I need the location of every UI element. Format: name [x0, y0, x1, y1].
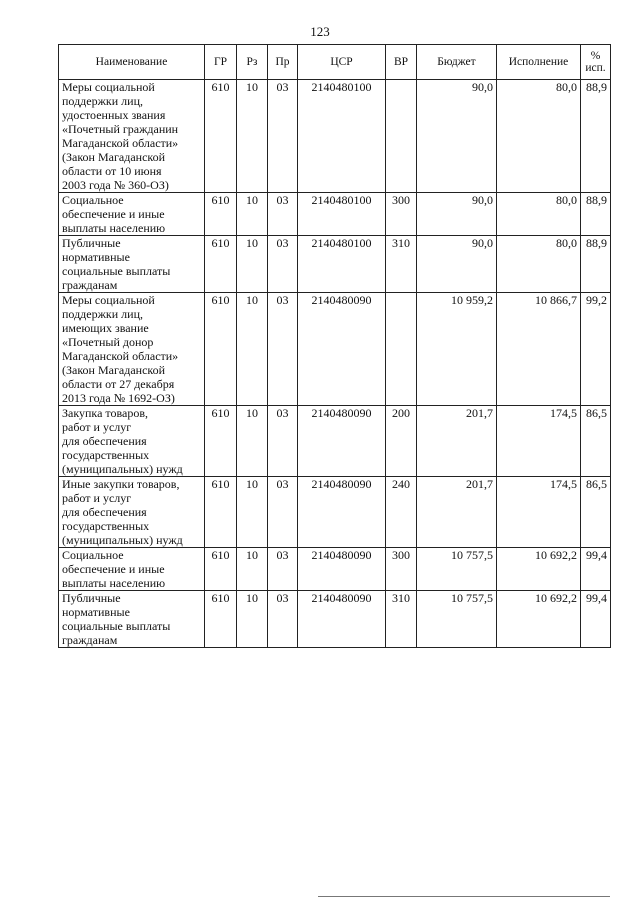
table-row	[59, 236, 611, 293]
row-percent: 88,9	[581, 80, 611, 193]
row-execution: 80,0	[497, 80, 581, 193]
row-execution: 10 692,2	[497, 591, 581, 648]
header-name: Наименование	[59, 45, 205, 80]
footer-divider	[318, 896, 610, 897]
row-gr: 610	[205, 477, 237, 548]
row-vr	[386, 293, 417, 406]
row-percent: 99,2	[581, 293, 611, 406]
row-name: Меры социальной поддержки лиц, удостоенных звания «Почетный гражданин Магаданской области» (Закон Магаданской области от 10 июня 2003 года № 360-ОЗ)	[59, 80, 205, 193]
row-gr: 610	[205, 548, 237, 591]
row-name: Публичные нормативные социальные выплаты гражданам	[59, 236, 205, 293]
row-rz: 10	[237, 548, 268, 591]
table-row	[59, 80, 611, 193]
row-pr: 03	[268, 193, 298, 236]
row-gr: 610	[205, 236, 237, 293]
header-vr: ВР	[386, 45, 417, 80]
row-rz: 10	[237, 591, 268, 648]
header-execution: Исполнение	[497, 45, 581, 80]
row-name: Иные закупки товаров, работ и услуг для обеспечения государственных (муниципальных) нужд	[59, 477, 205, 548]
table-row	[59, 193, 611, 236]
row-execution: 174,5	[497, 477, 581, 548]
row-gr: 610	[205, 193, 237, 236]
row-csr: 2140480100	[298, 80, 386, 193]
row-execution: 10 866,7	[497, 293, 581, 406]
row-gr: 610	[205, 406, 237, 477]
row-vr	[386, 80, 417, 193]
row-gr: 610	[205, 293, 237, 406]
row-rz: 10	[237, 80, 268, 193]
row-pr: 03	[268, 548, 298, 591]
row-gr: 610	[205, 80, 237, 193]
table-row	[59, 477, 611, 548]
row-name: Меры социальной поддержки лиц, имеющих звание «Почетный донор Магаданской области» (Закон Магаданской области от 27 декабря 2013 года № 1692-ОЗ)	[59, 293, 205, 406]
row-name: Закупка товаров, работ и услуг для обеспечения государственных (муниципальных) нужд	[59, 406, 205, 477]
row-rz: 10	[237, 293, 268, 406]
row-budget: 10 959,2	[417, 293, 497, 406]
row-percent: 99,4	[581, 591, 611, 648]
row-csr: 2140480090	[298, 477, 386, 548]
row-vr: 200	[386, 406, 417, 477]
row-execution: 80,0	[497, 236, 581, 293]
row-budget: 10 757,5	[417, 591, 497, 648]
row-csr: 2140480090	[298, 591, 386, 648]
row-vr: 240	[386, 477, 417, 548]
row-budget: 201,7	[417, 477, 497, 548]
row-percent: 99,4	[581, 548, 611, 591]
row-csr: 2140480090	[298, 548, 386, 591]
row-vr: 310	[386, 591, 417, 648]
header-budget: Бюджет	[417, 45, 497, 80]
header-csr: ЦСР	[298, 45, 386, 80]
table-row	[59, 293, 611, 406]
table-row	[59, 548, 611, 591]
row-pr: 03	[268, 293, 298, 406]
row-budget: 90,0	[417, 236, 497, 293]
row-percent: 86,5	[581, 406, 611, 477]
row-rz: 10	[237, 477, 268, 548]
table-row	[59, 406, 611, 477]
row-pr: 03	[268, 406, 298, 477]
row-vr: 300	[386, 548, 417, 591]
row-budget: 201,7	[417, 406, 497, 477]
row-percent: 88,9	[581, 193, 611, 236]
page-number: 123	[310, 24, 330, 39]
budget-table	[58, 44, 611, 648]
row-csr: 2140480090	[298, 293, 386, 406]
row-percent: 88,9	[581, 236, 611, 293]
row-pr: 03	[268, 236, 298, 293]
row-rz: 10	[237, 236, 268, 293]
header-row	[59, 45, 611, 80]
row-csr: 2140480100	[298, 236, 386, 293]
row-vr: 300	[386, 193, 417, 236]
row-rz: 10	[237, 406, 268, 477]
row-budget: 10 757,5	[417, 548, 497, 591]
header-pr: Пр	[268, 45, 298, 80]
row-vr: 310	[386, 236, 417, 293]
row-execution: 10 692,2	[497, 548, 581, 591]
row-name: Социальное обеспечение и иные выплаты населению	[59, 193, 205, 236]
header-percent: % исп.	[581, 45, 611, 80]
row-budget: 90,0	[417, 80, 497, 193]
row-gr: 610	[205, 591, 237, 648]
row-budget: 90,0	[417, 193, 497, 236]
header-rz: Рз	[237, 45, 268, 80]
row-execution: 80,0	[497, 193, 581, 236]
header-gr: ГР	[205, 45, 237, 80]
row-csr: 2140480100	[298, 193, 386, 236]
table-row	[59, 591, 611, 648]
row-name: Публичные нормативные социальные выплаты гражданам	[59, 591, 205, 648]
row-name: Социальное обеспечение и иные выплаты населению	[59, 548, 205, 591]
row-execution: 174,5	[497, 406, 581, 477]
row-pr: 03	[268, 477, 298, 548]
row-csr: 2140480090	[298, 406, 386, 477]
row-rz: 10	[237, 193, 268, 236]
row-pr: 03	[268, 591, 298, 648]
row-percent: 86,5	[581, 477, 611, 548]
row-pr: 03	[268, 80, 298, 193]
